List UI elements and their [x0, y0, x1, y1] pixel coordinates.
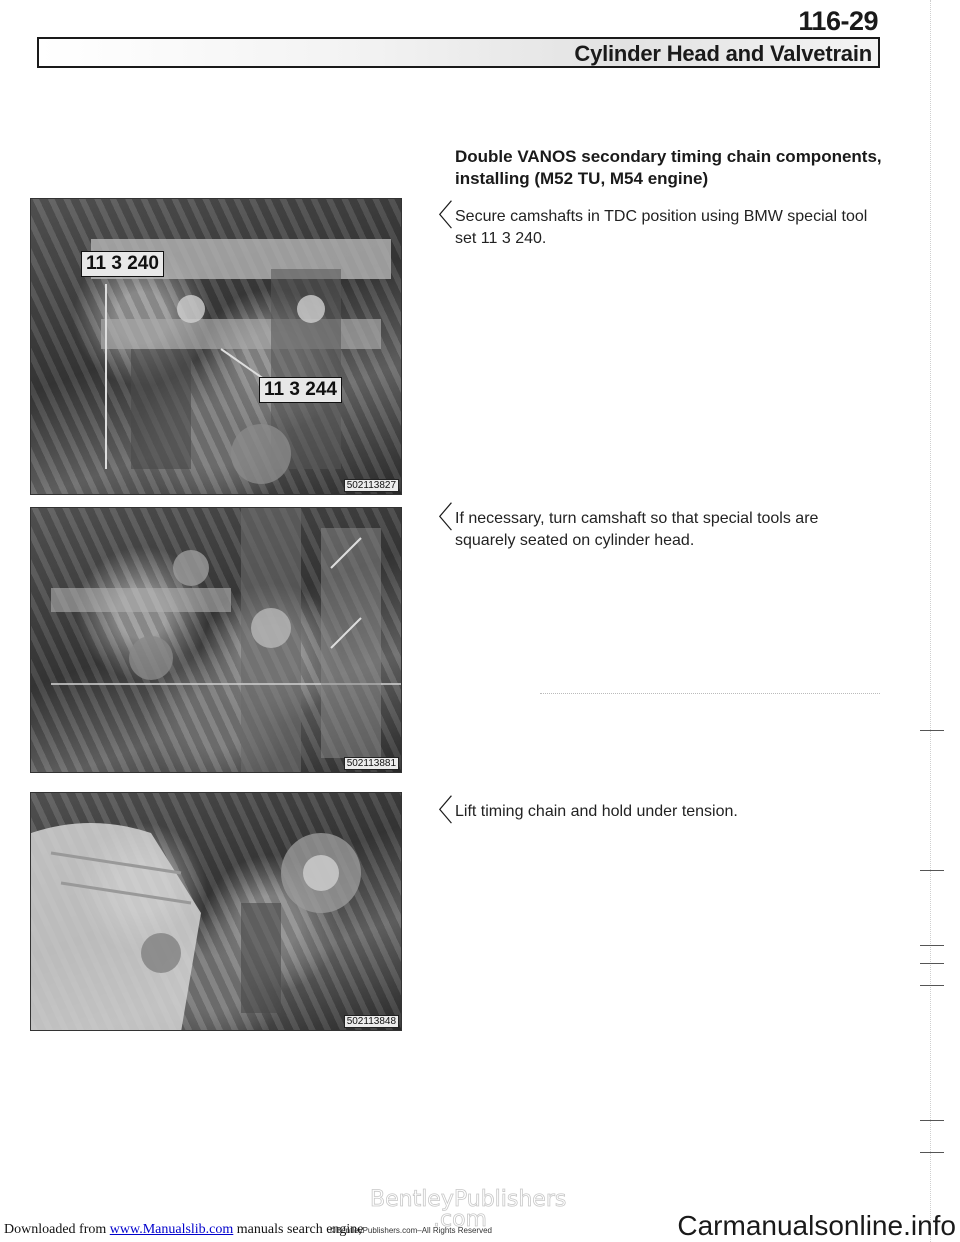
photo-lift-timing-chain	[30, 792, 402, 1031]
footer-copyright: ©BentleyPublishers.com–All Rights Reserved	[330, 1226, 492, 1235]
photo-camshaft-seated-tools	[30, 507, 402, 773]
photo-id: 502113827	[344, 479, 399, 492]
procedure-heading: Double VANOS secondary timing chain components, installing (M52 TU, M54 engine)	[455, 147, 882, 188]
step-text: Lift timing chain and hold under tension.	[455, 803, 738, 820]
step-turn-camshaft	[423, 501, 873, 552]
step-arrow-icon: 〈	[423, 794, 453, 829]
margin-mark	[920, 870, 944, 871]
footer-site-mark: Carmanualsonline.info	[677, 1210, 956, 1241]
section-title: Cylinder Head and Valvetrain	[574, 41, 872, 66]
step-text: If necessary, turn camshaft so that special tools are squarely seated on cylinder head.	[455, 510, 819, 549]
manualslib-link[interactable]: www.Manualslib.com	[109, 1222, 234, 1237]
photo-engine-illustration	[31, 199, 402, 495]
margin-mark	[920, 730, 944, 731]
margin-mark	[920, 963, 944, 964]
callout-tool-11-3-240: 11 3 240	[81, 251, 164, 277]
callout-tool-11-3-244: 11 3 244	[259, 377, 342, 403]
photo-camshaft-special-tools	[30, 198, 402, 495]
bentley-watermark: BentleyPublishers .com	[370, 1187, 567, 1232]
margin-mark	[920, 1120, 944, 1121]
photo-id: 502113881	[344, 757, 399, 770]
photo-engine-illustration	[31, 793, 402, 1031]
step-secure-camshafts	[423, 199, 873, 250]
section-header-bar	[37, 37, 880, 68]
footer-suffix: manuals search engine	[236, 1222, 364, 1237]
photo-id: 502113848	[344, 1015, 399, 1028]
page-number: 116-29	[798, 6, 878, 36]
photo-engine-illustration	[31, 508, 402, 773]
step-lift-timing-chain	[423, 794, 873, 829]
step-arrow-icon: 〈	[423, 501, 453, 536]
footer-download-note	[4, 1222, 364, 1238]
step-text: Secure camshafts in TDC position using BMW special tool set 11 3 240.	[455, 208, 868, 247]
margin-mark	[920, 985, 944, 986]
margin-mark	[920, 1152, 944, 1153]
margin-mark	[920, 945, 944, 946]
divider	[540, 693, 880, 694]
footer-prefix: Downloaded from	[4, 1222, 107, 1237]
margin-line	[930, 0, 931, 1242]
step-arrow-icon: 〈	[423, 199, 453, 234]
